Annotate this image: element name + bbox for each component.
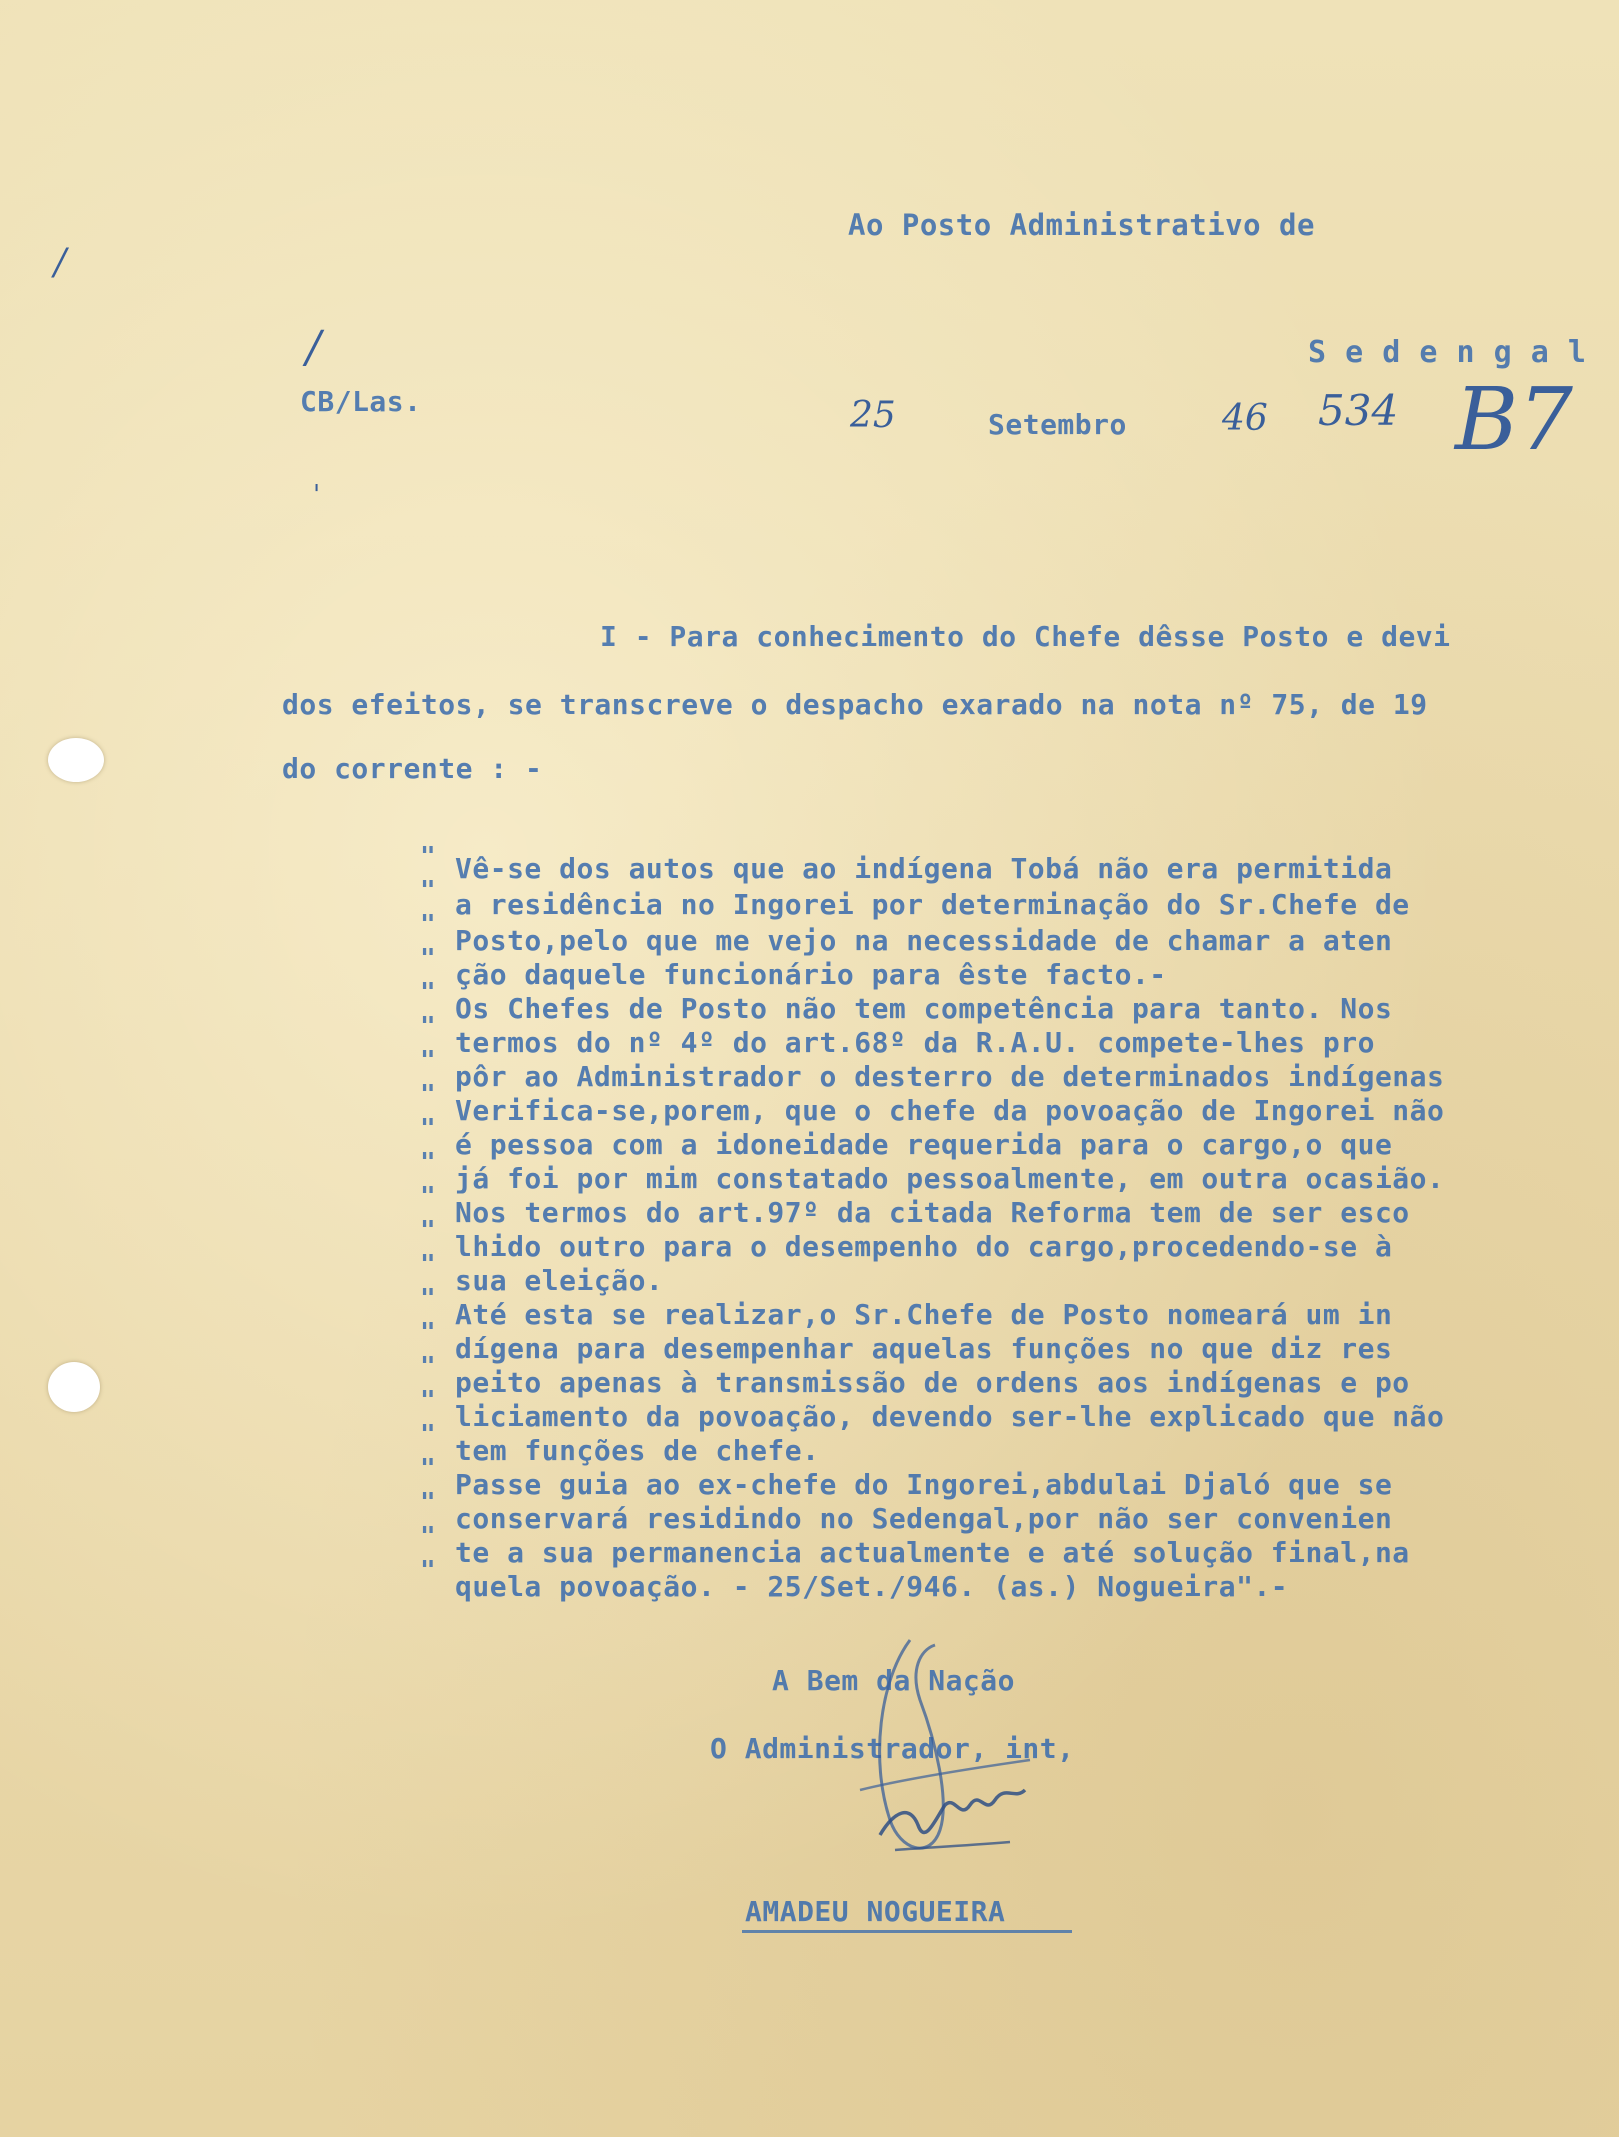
signature-image [840, 1620, 1060, 1880]
quote-line: quela povoação. - 25/Set./946. (as.) Nogueira".- [455, 1570, 1289, 1603]
paragraph-line: do corrente : - [282, 752, 543, 785]
quote-line: conservará residindo no Sedengal,por não ser convenien [455, 1502, 1393, 1535]
handwritten-stamp-mark: B7 [1455, 370, 1573, 470]
signatory-name: AMADEU NOGUEIRA [745, 1895, 1006, 1928]
paragraph-line: dos efeitos, se transcreve o despacho exarado na nota nº 75, de 19 [282, 688, 1428, 721]
reference-code: CB/Las. [300, 385, 422, 418]
salutation: A Bem da Nação [772, 1664, 1016, 1697]
recipient-line: Ao Posto Administrativo de [848, 208, 1315, 242]
date-month: Setembro [988, 408, 1127, 441]
quote-line: é pessoa com a idoneidade requerida para o cargo,o que [455, 1128, 1393, 1161]
quote-line: Passe guia ao ex-chefe do Ingorei,abdulai Djaló que se [455, 1468, 1393, 1501]
quote-line: Nos termos do art.97º da citada Reforma tem de ser esco [455, 1196, 1410, 1229]
quote-line: lhido outro para o desempenho do cargo,procedendo-se à [455, 1230, 1393, 1263]
quote-line: termos do nº 4º do art.68º da R.A.U. compete-lhes pro [455, 1026, 1375, 1059]
quote-line: ção daquele funcionário para êste facto.- [455, 958, 1167, 991]
quote-marks-column: " " " " " " " " " " " " " " " " " " " " " " [420, 842, 436, 1586]
quote-line: já foi por mim constatado pessoalmente, em outra ocasião. [455, 1162, 1445, 1195]
signatory-underline [742, 1930, 1072, 1933]
quote-line: Até esta se realizar,o Sr.Chefe de Posto nomeará um in [455, 1298, 1393, 1331]
quote-line: pôr ao Administrador o desterro de determinados indígenas [455, 1060, 1445, 1093]
quote-line: peito apenas à transmissão de ordens aos indígenas e po [455, 1366, 1410, 1399]
quote-line: Os Chefes de Posto não tem competência para tanto. Nos [455, 992, 1393, 1025]
margin-mark: / [54, 242, 67, 283]
administrator-role: O Administrador, int, [710, 1732, 1075, 1765]
quote-line: Vê-se dos autos que ao indígena Tobá não era permitida [455, 852, 1393, 885]
handwritten-number: 534 [1318, 386, 1399, 435]
quote-line: te a sua permanencia actualmente e até solução final,na [455, 1536, 1410, 1569]
handwritten-slash: / [306, 322, 321, 373]
quote-line: Posto,pelo que me vejo na necessidade de chamar a aten [455, 924, 1393, 957]
quote-line: liciamento da povoação, devendo ser-lhe explicado que não [455, 1400, 1445, 1433]
quote-line: dígena para desempenhar aquelas funções no que diz res [455, 1332, 1393, 1365]
paragraph-line: I - Para conhecimento do Chefe dêsse Posto e devi [600, 620, 1451, 653]
quote-line: tem funções de chefe. [455, 1434, 820, 1467]
punch-hole [48, 1362, 100, 1412]
place-name: S e d e n g a l [1308, 335, 1587, 370]
quote-line: sua eleição. [455, 1264, 664, 1297]
quote-line: Verifica-se,porem, que o chefe da povoação de Ingorei não [455, 1094, 1445, 1127]
margin-mark: ' [313, 480, 321, 510]
handwritten-day: 25 [850, 395, 896, 436]
quote-line: a residência no Ingorei por determinação do Sr.Chefe de [455, 888, 1410, 921]
punch-hole [48, 738, 104, 782]
handwritten-year: 46 [1222, 398, 1268, 439]
